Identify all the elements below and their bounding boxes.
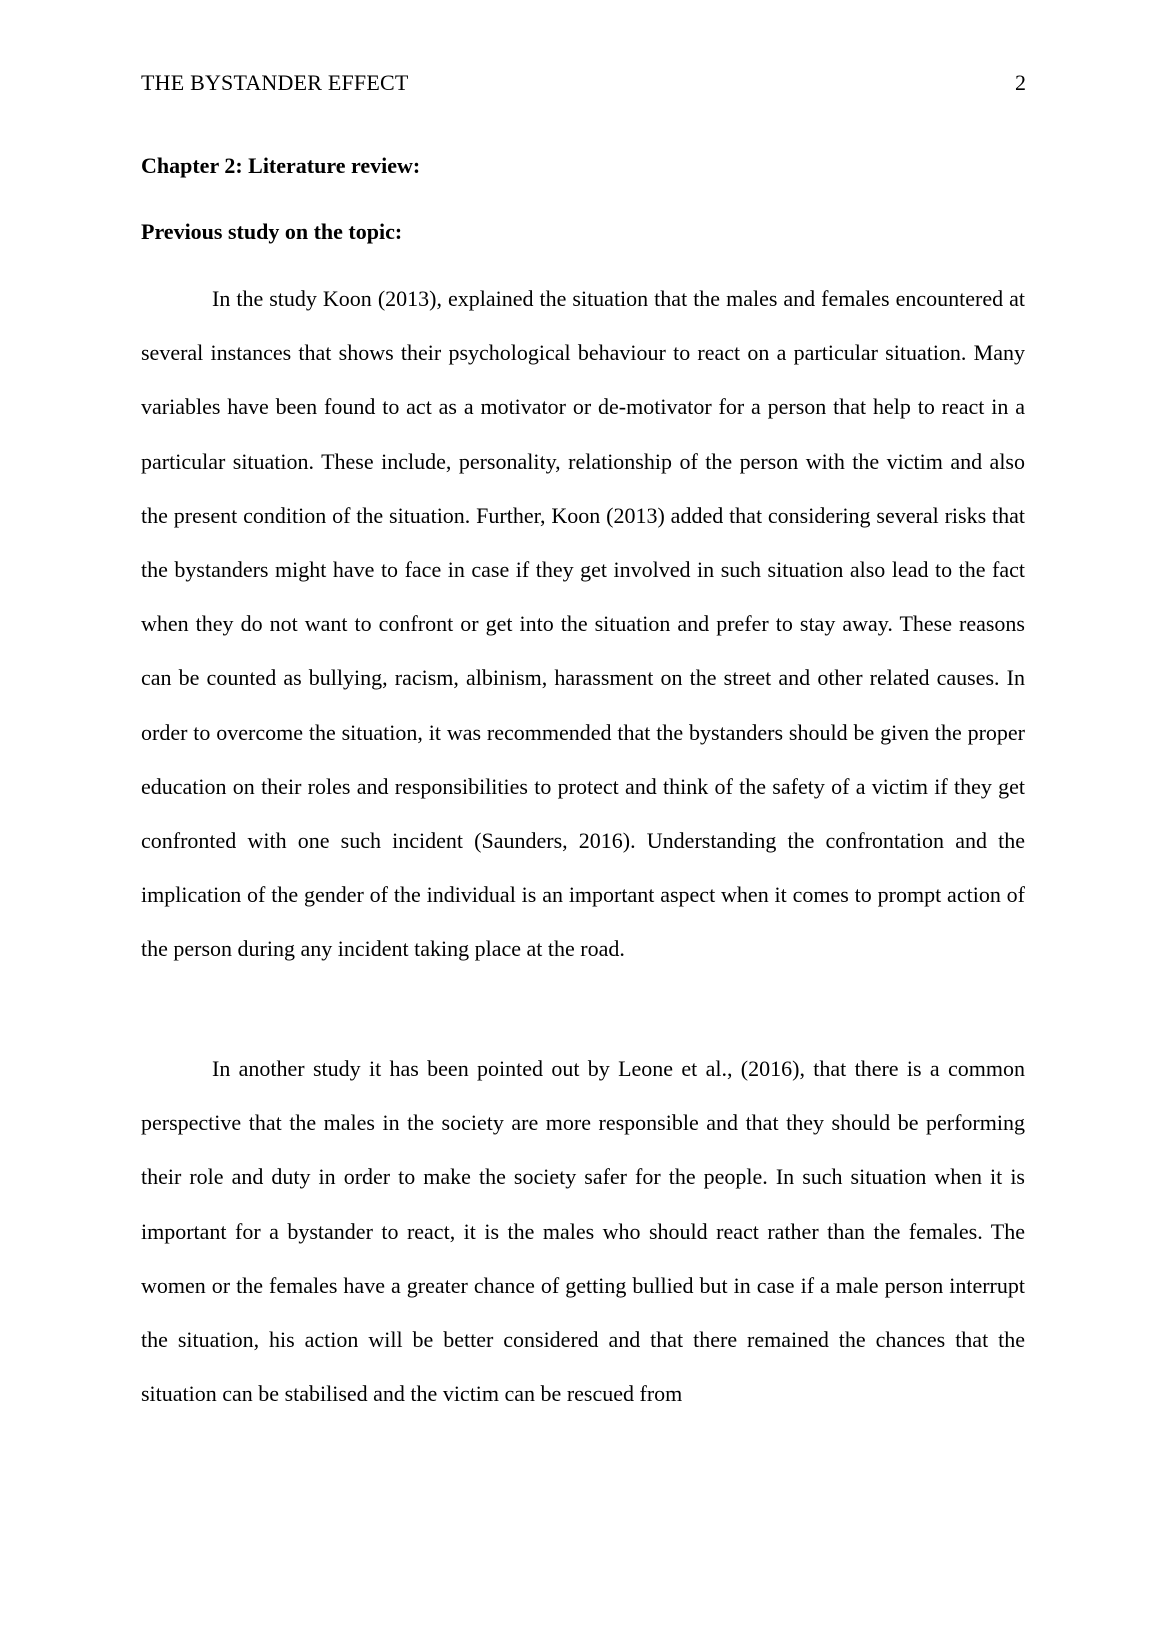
chapter-heading: Chapter 2: Literature review:: [141, 153, 421, 178]
body-paragraph: In another study it has been pointed out by Leone et al., (2016), that there is a common perspective that the males in the society are more responsible and that they should be performing their role and duty in order to make the society safer for the people. In such situation when it is important for a bystander to react, it is the males who should react rather than the females. The women or the females have a greater chance of getting bullied but in case if a male person interrupt the situation, his action will be better considered and that there remained the chances that the situation can be stabilised and the victim can be rescued from: [141, 1056, 1025, 1407]
page-number: 2: [1015, 70, 1026, 95]
section-heading: Previous study on the topic:: [141, 219, 403, 244]
running-head: THE BYSTANDER EFFECT: [141, 70, 409, 95]
body-paragraph: In the study Koon (2013), explained the situation that the males and females encountered at several instances that shows their psychological behaviour to react on a particular situation. Many variables have been found to act as a motivator or de-motivator for a person that help to react in a particular situation. These include, personality, relationship of the person with the victim and also the present condition of the situation. Further, Koon (2013) added that considering several risks that the bystanders might have to face in case if they get involved in such situation also lead to the fact when they do not want to confront or get into the situation and prefer to stay away. These reasons can be counted as bullying, racism, albinism, harassment on the street and other related causes. In order to overcome the situation, it was recommended that the bystanders should be given the proper education on their roles and responsibilities to protect and think of the safety of a victim if they get confronted with one such incident (Saunders, 2016). Understanding the confrontation and the implication of the gender of the individual is an important aspect when it comes to prompt action of the person during any incident taking place at the road.: [141, 286, 1025, 962]
